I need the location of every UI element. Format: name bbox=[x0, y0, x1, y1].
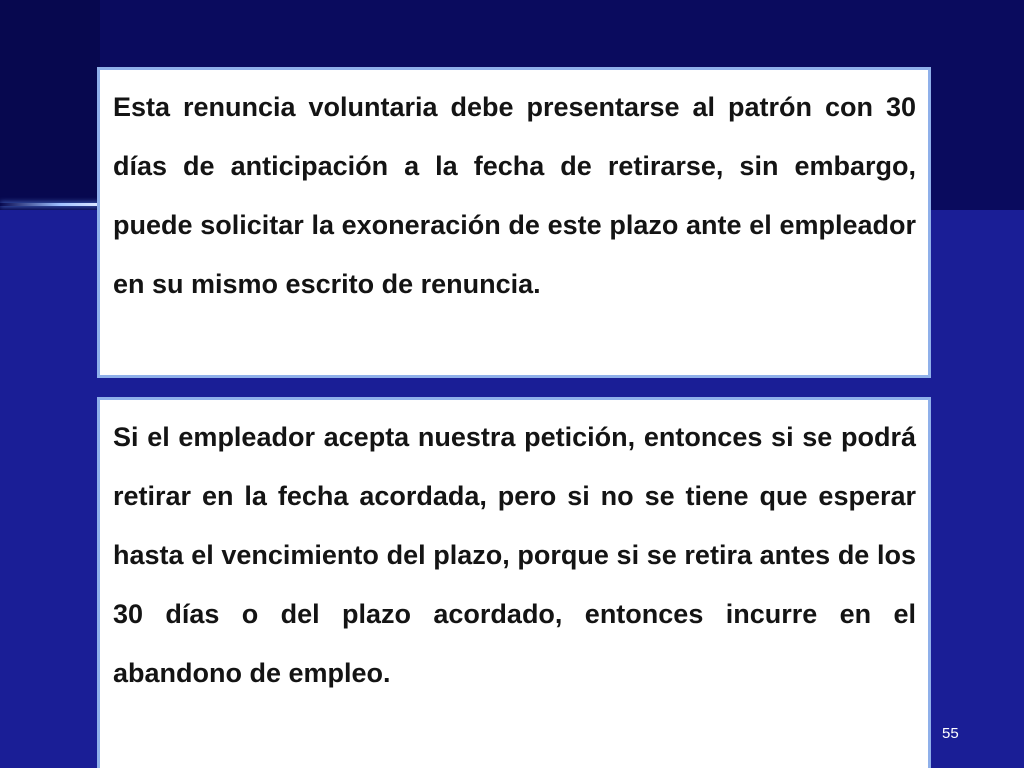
paragraph-renuncia-plazo: Esta renuncia voluntaria debe presentarse al patrón con 30 días de anticipación a la fecha de retirarse, sin embargo, puede solicitar la exoneración de este plazo ante el empleador en su mismo escrito de renuncia. bbox=[113, 92, 916, 299]
text-box-renuncia-plazo bbox=[97, 67, 931, 378]
slide-number: 55 bbox=[942, 725, 959, 742]
background-left-strip bbox=[0, 0, 100, 210]
decorative-glow-line bbox=[0, 203, 100, 206]
text-box-peticion-empleador bbox=[97, 397, 931, 768]
paragraph-peticion-empleador: Si el empleador acepta nuestra petición, entonces si se podrá retirar en la fecha acordada, pero si no se tiene que esperar hasta el vencimiento del plazo, porque si se retira antes de los 30 días o del plazo acordado, entonces incurre en el abandono de empleo. bbox=[113, 422, 916, 688]
